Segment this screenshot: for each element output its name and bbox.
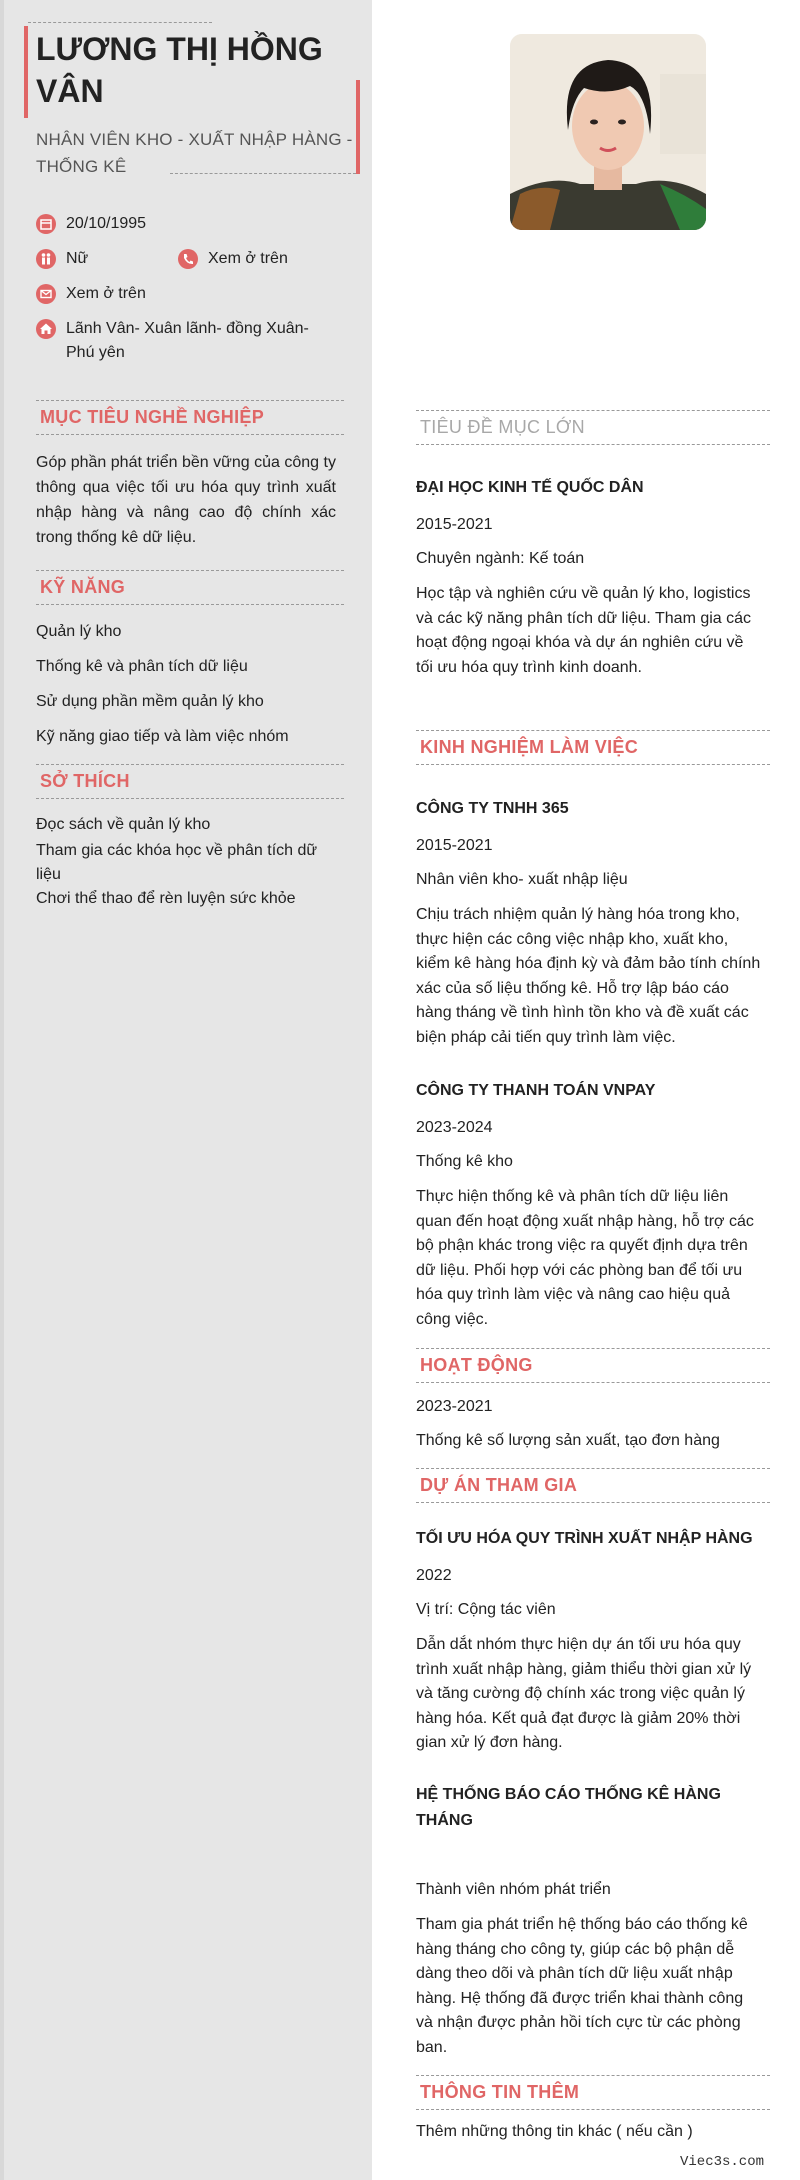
phone-icon: [178, 249, 198, 269]
gender-icon: [36, 249, 56, 269]
address-value: Lãnh Vân- Xuân lãnh- đồng Xuân- Phú yên: [66, 320, 309, 361]
hobby-item: Chơi thể thao để rèn luyện sức khỏe: [36, 890, 296, 907]
activities-heading: HOẠT ĐỘNG: [416, 1348, 770, 1383]
name-accent-bar: [24, 26, 28, 118]
job-title: NHÂN VIÊN KHO - XUẤT NHẬP HÀNG - THỐNG KÊ: [36, 130, 353, 176]
skill-item: Kỹ năng giao tiếp và làm việc nhóm: [36, 728, 289, 745]
education-description: Học tập và nghiên cứu về quản lý kho, logistics và các kỹ năng phân tích dữ liệu. Tham gia các hoạt động ngoại khóa và dự án nghiên cứu về tối ưu hóa quy trình kinh doanh.: [416, 585, 752, 676]
footer-brand: Viec3s.com: [679, 2154, 764, 2170]
candidate-name: LƯƠNG THỊ HỒNG VÂN: [36, 31, 323, 109]
job-description: Thực hiện thống kê và phân tích dữ liệu liên quan đến hoạt động xuất nhập hàng, hỗ trợ các bộ phận khác trong việc ra quyết định dựa trên dữ liệu. Phối hợp với các phòng ban để tối ưu hóa quy trình làm việc và nâng cao hiệu quả công việc.: [416, 1188, 754, 1328]
project-name: HỆ THỐNG BÁO CÁO THỐNG KÊ HÀNG THÁNG: [416, 1786, 721, 1829]
projects-heading: DỰ ÁN THAM GIA: [416, 1468, 770, 1503]
job-period: 2015-2021: [416, 837, 493, 854]
hobby-item: Tham gia các khóa học về phân tích dữ liệu: [36, 842, 318, 883]
birthdate-value: 20/10/1995: [66, 215, 147, 232]
email-value: Xem ở trên: [66, 285, 146, 302]
objective-heading: MỤC TIÊU NGHỀ NGHIỆP: [36, 400, 344, 435]
project-description: Tham gia phát triển hệ thống báo cáo thống kê hàng tháng cho công ty, giúp các bộ phận dễ dàng theo dõi và phân tích dữ liệu xuất nhập hàng. Hệ thống đã được triển khai thành công và nhận được phản hồi tích cực từ các phòng ban.: [416, 1916, 748, 2056]
objective-text: Góp phần phát triển bền vững của công ty thông qua việc tối ưu hóa quy trình xuất nhập hàng và nâng cao độ chính xác trong thống kê dữ liệu.: [36, 454, 336, 546]
hobby-item: Đọc sách về quản lý kho: [36, 816, 211, 833]
education-period: 2015-2021: [416, 516, 493, 533]
envelope-icon: [36, 284, 56, 304]
skills-heading: KỸ NĂNG: [36, 570, 344, 605]
activity-period: 2023-2021: [416, 1398, 493, 1415]
job-company: CÔNG TY THANH TOÁN VNPAY: [416, 1082, 656, 1099]
job-role: Thống kê kho: [416, 1153, 513, 1170]
job-period: 2023-2024: [416, 1119, 493, 1136]
hobbies-heading: SỞ THÍCH: [36, 764, 344, 799]
job-role: Nhân viên kho- xuất nhập liệu: [416, 871, 628, 888]
skill-item: Quản lý kho: [36, 623, 122, 640]
top-divider: [28, 22, 212, 23]
profile-photo: [510, 34, 706, 230]
experience-heading: KINH NGHIỆM LÀM VIỆC: [416, 730, 770, 765]
title-divider: [170, 173, 356, 174]
phone-value: Xem ở trên: [208, 250, 288, 267]
job-company: CÔNG TY TNHH 365: [416, 800, 569, 817]
skill-item: Sử dụng phần mềm quản lý kho: [36, 693, 264, 710]
job-description: Chịu trách nhiệm quản lý hàng hóa trong kho, thực hiện các công việc nhập kho, xuất kho, kiểm kê hàng hóa định kỳ và đảm bảo tính chính xác của số liệu thống kê. Hỗ trợ lập báo cáo hàng tháng về tình hình tồn kho và đề xuất các biện pháp cải tiến quy trình làm việc.: [416, 906, 761, 1046]
extra-info-heading: THÔNG TIN THÊM: [416, 2075, 770, 2110]
calendar-icon: [36, 214, 56, 234]
project-description: Dẫn dắt nhóm thực hiện dự án tối ưu hóa quy trình xuất nhập hàng, giảm thiểu thời gian xử lý và tăng cường độ chính xác trong việc quản lý hàng hóa. Kết quả đạt được là giảm 20% thời gian xử lý đơn hàng.: [416, 1636, 752, 1751]
home-icon: [36, 319, 56, 339]
education-school: ĐẠI HỌC KINH TẾ QUỐC DÂN: [416, 479, 644, 496]
project-period: 2022: [416, 1567, 452, 1584]
project-role: Thành viên nhóm phát triển: [416, 1881, 611, 1898]
extra-info-text: Thêm những thông tin khác ( nếu cần ): [416, 2123, 693, 2140]
education-major: Chuyên ngành: Kế toán: [416, 550, 585, 567]
project-role: Vị trí: Cộng tác viên: [416, 1601, 556, 1618]
skill-item: Thống kê và phân tích dữ liệu: [36, 658, 248, 675]
project-name: TỐI ƯU HÓA QUY TRÌNH XUẤT NHẬP HÀNG: [416, 1530, 753, 1547]
activity-description: Thống kê số lượng sản xuất, tạo đơn hàng: [416, 1432, 720, 1449]
education-heading: TIÊU ĐỀ MỤC LỚN: [416, 410, 770, 445]
gender-value: Nữ: [66, 250, 89, 267]
